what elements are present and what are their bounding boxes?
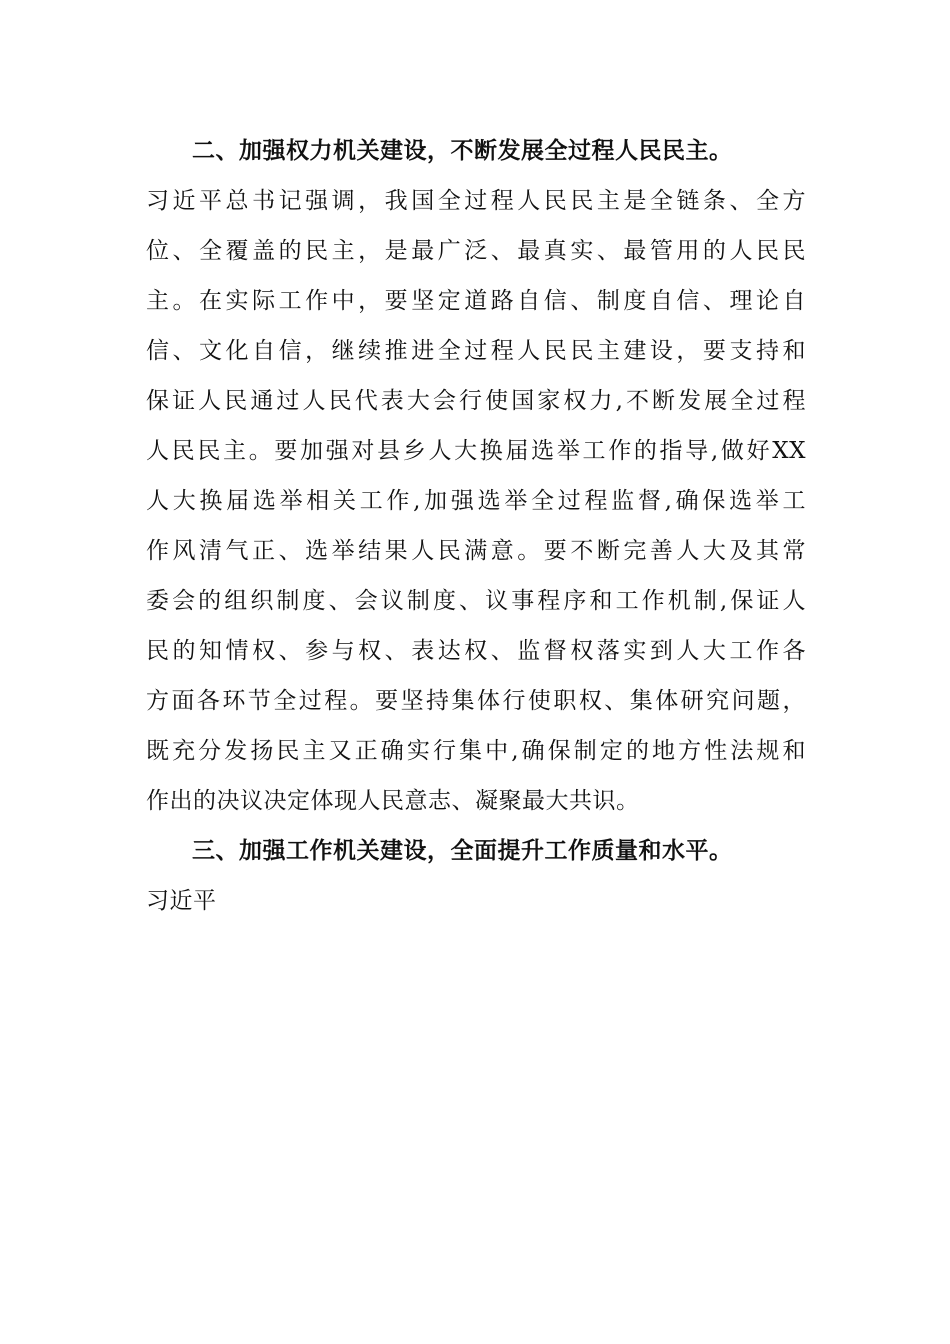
paragraph-line: 作出的决议决定体现人民意志、凝聚最大共识。 (146, 788, 640, 814)
paragraph-line: 方面各环节全过程。要坚持集体行使职权、集体研究问题， (146, 688, 806, 714)
paragraph-line: 主。在实际工作中，要坚定道路自信、制度自信、理论自 (146, 288, 806, 314)
document-body (146, 126, 806, 926)
section-heading-2: 二、加强权力机关建设，不断发展全过程人民民主。 (192, 138, 733, 164)
paragraph-line: 习近平总书记强调，我国全过程人民民主是全链条、全方 (146, 188, 806, 214)
paragraph-line: 保证人民通过人民代表大会行使国家权力,不断发展全过程 (146, 388, 806, 414)
paragraph-line: 人大换届选举相关工作,加强选举全过程监督,确保选举工 (146, 488, 806, 514)
section-heading-3: 三、加强工作机关建设，全面提升工作质量和水平。 (192, 838, 733, 864)
paragraph-line: 习近平 (146, 888, 217, 914)
paragraph-line: 民的知情权、参与权、表达权、监督权落实到人大工作各 (146, 638, 806, 664)
paragraph-line: 委会的组织制度、会议制度、议事程序和工作机制,保证人 (146, 588, 806, 614)
paragraph-line: 位、全覆盖的民主，是最广泛、最真实、最管用的人民民 (146, 238, 806, 264)
paragraph-line: 作风清气正、选举结果人民满意。要不断完善人大及其常 (146, 538, 806, 564)
paragraph-line: 信、文化自信，继续推进全过程人民民主建设，要支持和 (146, 338, 806, 364)
paragraph-line: 既充分发扬民主又正确实行集中,确保制定的地方性法规和 (146, 738, 806, 764)
paragraph-line: 人民民主。要加强对县乡人大换届选举工作的指导,做好XX (146, 438, 806, 464)
